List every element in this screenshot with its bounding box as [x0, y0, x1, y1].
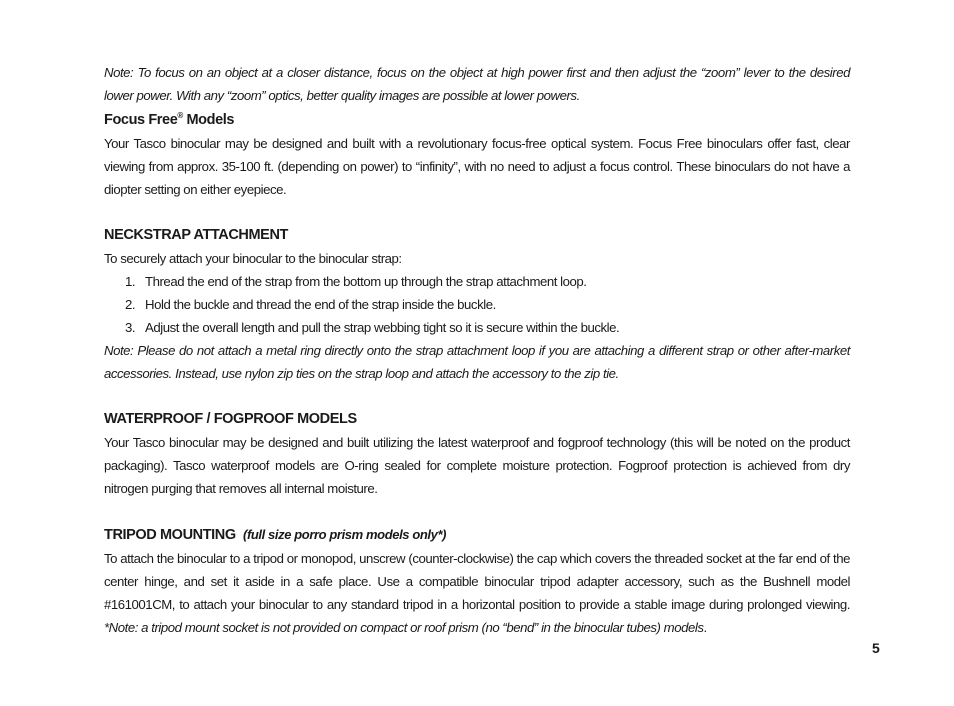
step-number: 3. [125, 320, 136, 335]
neckstrap-intro: To securely attach your binocular to the binocular strap: [104, 251, 402, 266]
focus-free-heading [104, 109, 850, 132]
list-item [104, 316, 850, 339]
tripod-body [104, 547, 850, 639]
tripod-body-text: To attach the binocular to a tripod or monopod, unscrew (counter-clockwise) the cap which covers the threaded socket at the far end of the center hinge, and set it aside in a safe place. Use a compatible binocular tripod adapter accessory, such as the Bushnell model #161001CM, to attach your binocular to any standard tripod in a horizontal position to provide a stable image during prolonged viewing. [104, 551, 850, 612]
focus-free-heading-text: Focus Free [104, 112, 178, 128]
step-number: 2. [125, 297, 136, 312]
page-number: 5 [872, 640, 880, 656]
tripod-note-end: . [703, 620, 707, 635]
registered-mark: ® [177, 111, 183, 120]
neckstrap-heading: NECKSTRAP ATTACHMENT [104, 227, 288, 243]
neckstrap-note: Note: Please do not attach a metal ring directly onto the strap attachment loop if you are attaching a different strap or other after-market accessories. Instead, use nylon zip ties on the strap loop and attach the accessory to the zip tie. [104, 343, 850, 381]
step-text: Hold the buckle and thread the end of the strap inside the buckle. [145, 297, 496, 312]
tripod-heading [104, 523, 850, 547]
tripod-subheading: (full size porro prism models only*) [243, 527, 447, 542]
zoom-note: Note: To focus on an object at a closer distance, focus on the object at high power first and then adjust the “zoom” lever to the desired lower power. With any “zoom” optics, better quality images are possible at lower powers. [104, 65, 850, 103]
step-text: Adjust the overall length and pull the strap webbing tight so it is secure within the buckle. [145, 320, 620, 335]
tripod-heading-text: TRIPOD MOUNTING [104, 527, 236, 543]
list-item [104, 293, 850, 316]
tripod-note: *Note: a tripod mount socket is not provided on compact or roof prism (no “bend” in the binocular tubes) models [104, 620, 704, 635]
manual-page [104, 61, 850, 639]
waterproof-heading: WATERPROOF / FOGPROOF MODELS [104, 411, 357, 427]
waterproof-body: Your Tasco binocular may be designed and built utilizing the latest waterproof and fogproof technology (this will be noted on the product packaging). Tasco waterproof models are O-ring sealed for complete moisture protection. Fogproof protection is achieved from dry nitrogen purging that removes all internal moisture. [104, 435, 850, 496]
focus-free-body: Your Tasco binocular may be designed and built with a revolutionary focus-free optical system. Focus Free binoculars offer fast, clear viewing from approx. 35-100 ft. (depending on power) to “infinity”, with no need to adjust a focus control. These binoculars do not have a diopter setting on either eyepiece. [104, 136, 850, 197]
list-item [104, 270, 850, 293]
neckstrap-steps [104, 270, 850, 339]
step-number: 1. [125, 274, 136, 289]
step-text: Thread the end of the strap from the bottom up through the strap attachment loop. [145, 274, 587, 289]
focus-free-heading-suffix: Models [182, 112, 235, 128]
